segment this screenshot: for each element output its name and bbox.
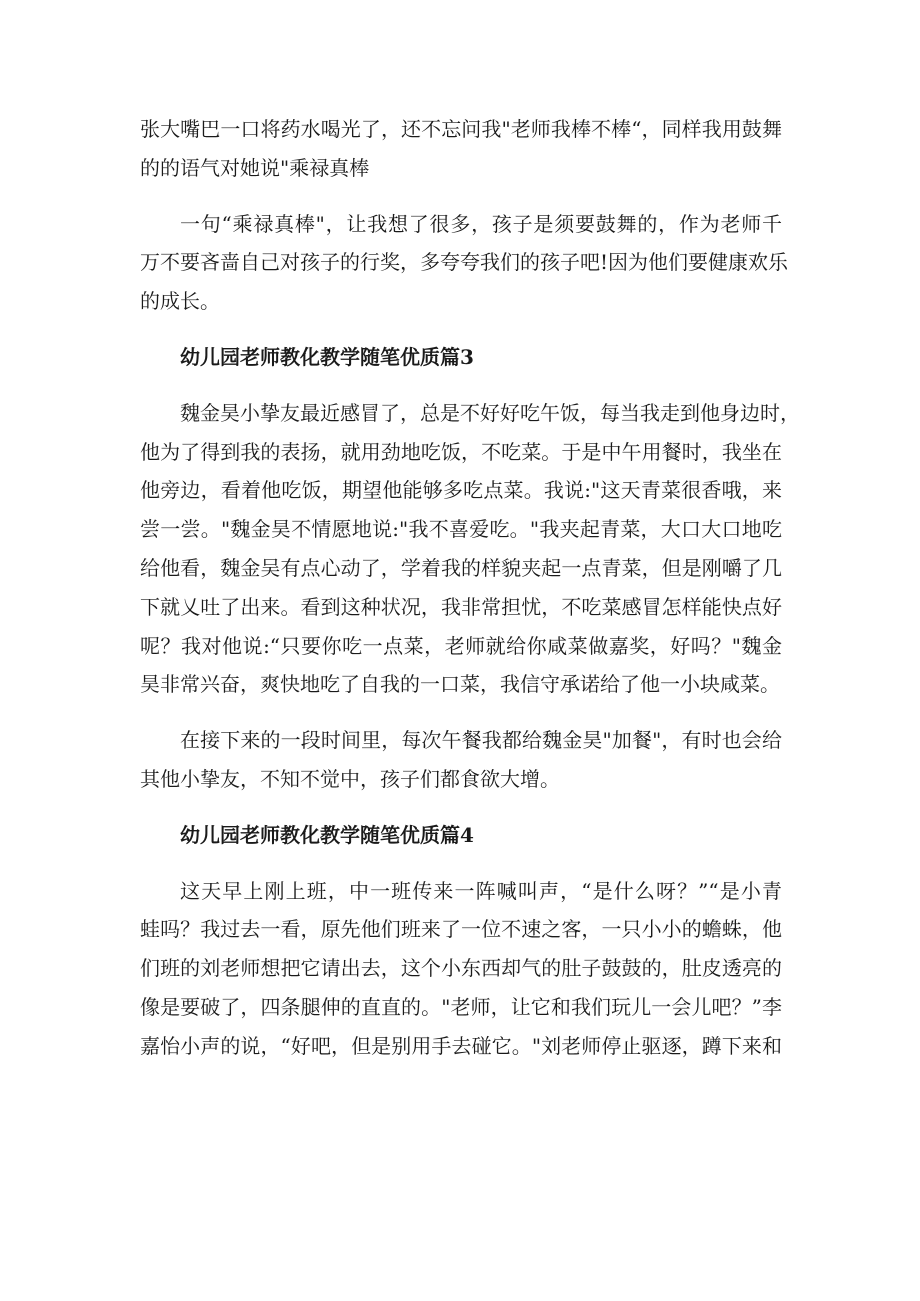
text-line: 尝一尝。"魏金昊不情愿地说:"我不喜爱吃。"我夹起青菜，大口大口地吃 bbox=[140, 517, 782, 542]
text-line: 其他小挚友，不知不觉中，孩子们都食欲大增。 bbox=[140, 766, 560, 791]
text-line: 张大嘴巴一口将药水喝光了，还不忘问我"老师我棒不棒“，同样我用鼓舞 bbox=[140, 117, 782, 141]
paragraph-5 bbox=[140, 872, 782, 1066]
text-line: 在接下来的一段时间里，每次午餐我都给魏金昊"加餐"，有时也会给 bbox=[180, 728, 782, 753]
text-line: 一句“乘禄真棒"，让我想了很多，孩子是须要鼓舞的，作为老师千 bbox=[180, 211, 782, 236]
text-line: 给他看，魏金吴有点心动了，学着我的样貌夹起一点青菜，但是刚嚼了几 bbox=[140, 555, 782, 580]
paragraph-4 bbox=[140, 721, 782, 799]
text-line: 的成长。 bbox=[140, 289, 220, 314]
text-line: 们班的刘老师想把它请出去，这个小东西却气的肚子鼓鼓的，肚皮透亮的 bbox=[140, 956, 782, 981]
paragraph-3 bbox=[140, 394, 800, 704]
text-line: 蛙吗？我过去一看，原先他们班来了一位不速之客，一只小小的蟾蛛，他 bbox=[140, 917, 782, 942]
text-line: 他旁边，看着他吃饭，期望他能够多吃点菜。我说:"这天青菜很香哦，来 bbox=[140, 478, 782, 503]
section-heading-3: 幼儿园老师教化教学随笔优质篇3 bbox=[180, 344, 474, 369]
text-line: 的的语气对她说"乘禄真棒 bbox=[140, 155, 370, 180]
text-line: 下就乂吐了出来。看到这种状况，我非常担忧，不吃菜感冒怎样能快点好 bbox=[140, 594, 782, 619]
text-line: 万不要吝啬自己对孩子的行奖，多夸夸我们的孩子吧!因为他们要健康欢乐 bbox=[140, 250, 789, 275]
paragraph-2 bbox=[140, 205, 789, 321]
text-line: 这天早上刚上班，中一班传来一阵喊叫声，“是什么呀？”“是小青 bbox=[180, 878, 782, 903]
text-line: 昊非常兴奋，爽快地吃了自我的一口菜，我信守承诺给了他一小块咸菜。 bbox=[140, 672, 780, 697]
text-line: 嘉怡小声的说，“好吧，但是别用手去碰它。"刘老师停止驱逐，蹲下来和 bbox=[140, 1033, 782, 1058]
text-line: 像是要破了，四条腿伸的直直的。"老师，让它和我们玩儿一会儿吧？”李 bbox=[140, 994, 782, 1019]
text-line: 魏金昊小挚友最近感冒了，总是不好好吃午饭，每当我走到他身边时， bbox=[180, 400, 800, 425]
section-heading-4: 幼儿园老师教化教学随笔优质篇4 bbox=[180, 822, 474, 847]
text-line: 呢？我对他说:“只要你吃一点菜，老师就给你咸菜做嘉奖，好吗？"魏金 bbox=[140, 633, 782, 658]
text-line: 他为了得到我的表扬，就用劲地吃饭，不吃菜。于是中午用餐时，我坐在 bbox=[140, 439, 782, 464]
paragraph-1 bbox=[140, 110, 782, 188]
